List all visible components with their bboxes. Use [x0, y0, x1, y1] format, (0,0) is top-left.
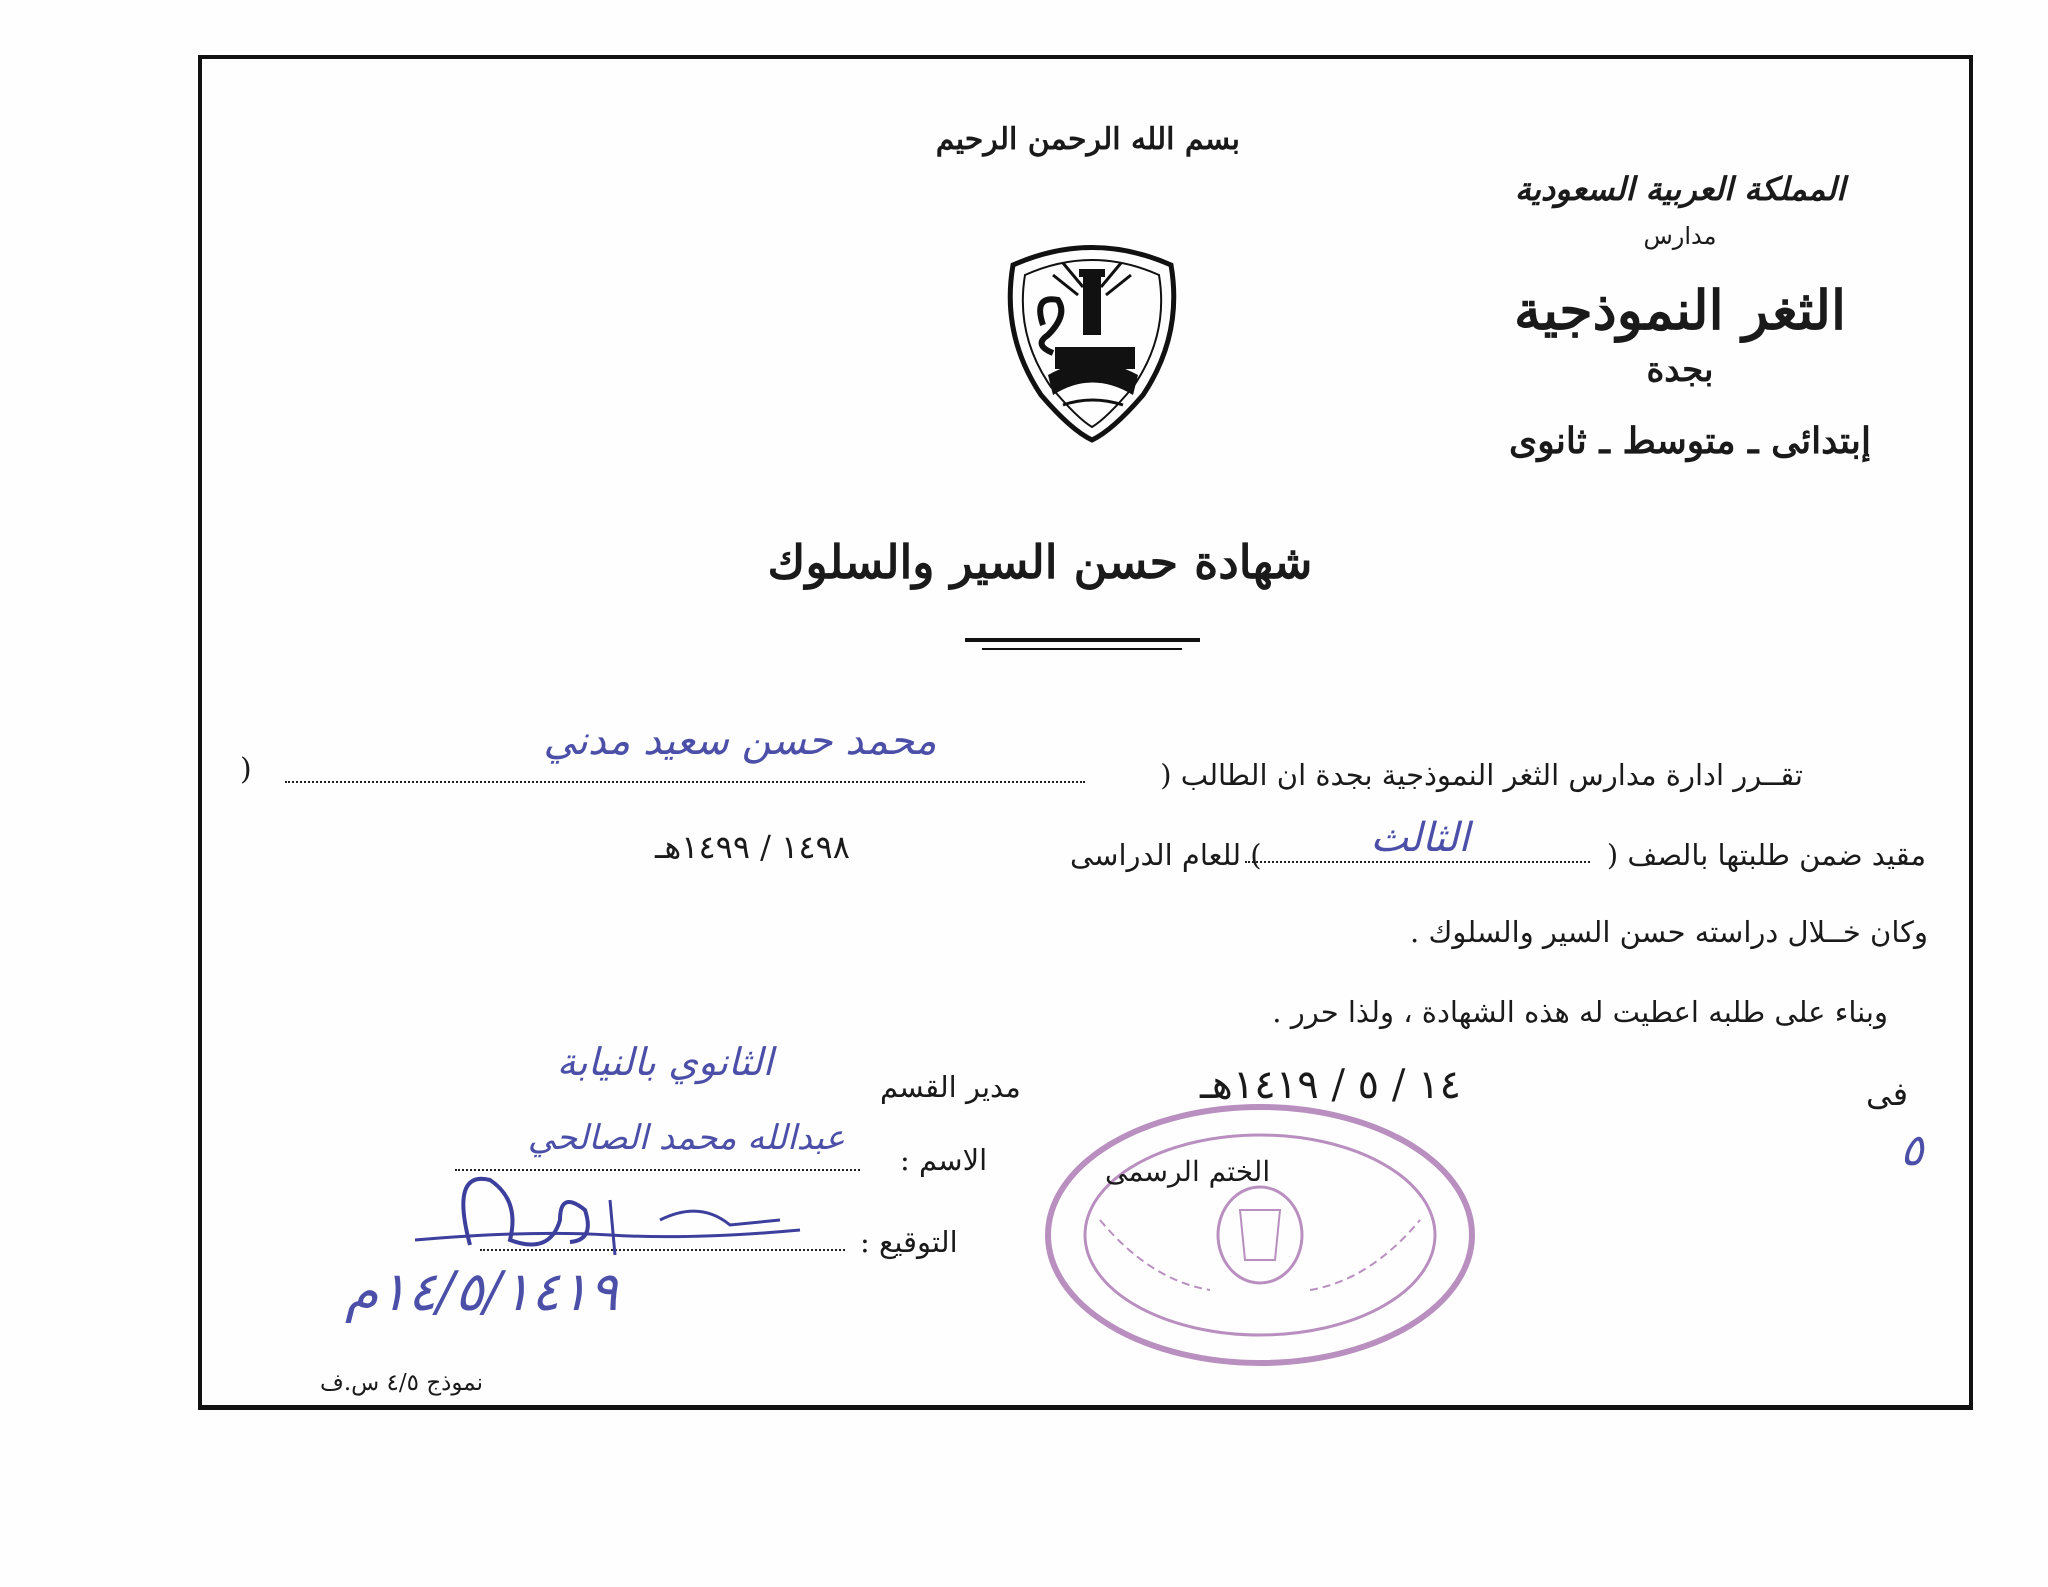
department-head-label: مدير القسم	[880, 1070, 1021, 1104]
form-number: نموذج ٤/٥ س.ف	[320, 1370, 483, 1396]
date-prefix: فى	[1866, 1075, 1908, 1113]
issue-date: ١٤ / ٥ / ١٤١٩هـ	[1200, 1062, 1462, 1108]
basmala: بسم الله الرحمن الرحيم	[935, 122, 1240, 157]
school-crest-icon	[993, 235, 1191, 445]
schools-label: مدارس	[1643, 222, 1717, 250]
city-name: بجدة	[1646, 350, 1714, 390]
school-name: الثغر النموذجية	[1514, 278, 1846, 342]
academic-year: ١٤٩٨ / ١٤٩٩هـ	[655, 828, 850, 866]
name-handwritten: عبدالله محمد الصالحي	[527, 1118, 845, 1158]
name-label: الاسم :	[900, 1143, 988, 1177]
official-seal-label: الختم الرسمى	[1105, 1155, 1271, 1188]
signature-label: التوقيع :	[860, 1225, 958, 1259]
grade-handwritten: الثالث	[1370, 815, 1470, 861]
title-underline-thin	[982, 648, 1182, 650]
statement-line-4: وبناء على طلبه اعطيت له هذه الشهادة ، ولذا حرر .	[1272, 995, 1888, 1029]
academic-year-label: ) للعام الدراسى	[1070, 838, 1262, 872]
statement-line-1: تقــرر ادارة مدارس الثغر النموذجية بجدة ان الطالب (	[1160, 758, 1803, 792]
school-levels: إبتدائى ـ متوسط ـ ثانوى	[1509, 420, 1871, 462]
statement-line-2: مقيد ضمن طلبتها بالصف (	[1606, 838, 1926, 872]
closing-parenthesis: )	[240, 752, 252, 787]
margin-mark: ٥	[1900, 1125, 1924, 1176]
kingdom-name: المملكة العربية السعودية	[1514, 170, 1846, 208]
student-name-handwritten: محمد حسن سعيد مدني	[543, 718, 937, 764]
statement-line-3: وكان خــلال دراسته حسن السير والسلوك .	[1410, 915, 1928, 949]
department-head-handwritten: الثانوي بالنيابة	[556, 1040, 774, 1084]
signature-date-handwritten: ١٤/٥/١٤١٩م	[345, 1260, 618, 1323]
certificate-title: شهادة حسن السير والسلوك	[767, 535, 1313, 589]
official-seal	[1040, 1100, 1480, 1370]
title-underline	[965, 638, 1200, 642]
student-name-dotted-field	[285, 777, 1085, 783]
